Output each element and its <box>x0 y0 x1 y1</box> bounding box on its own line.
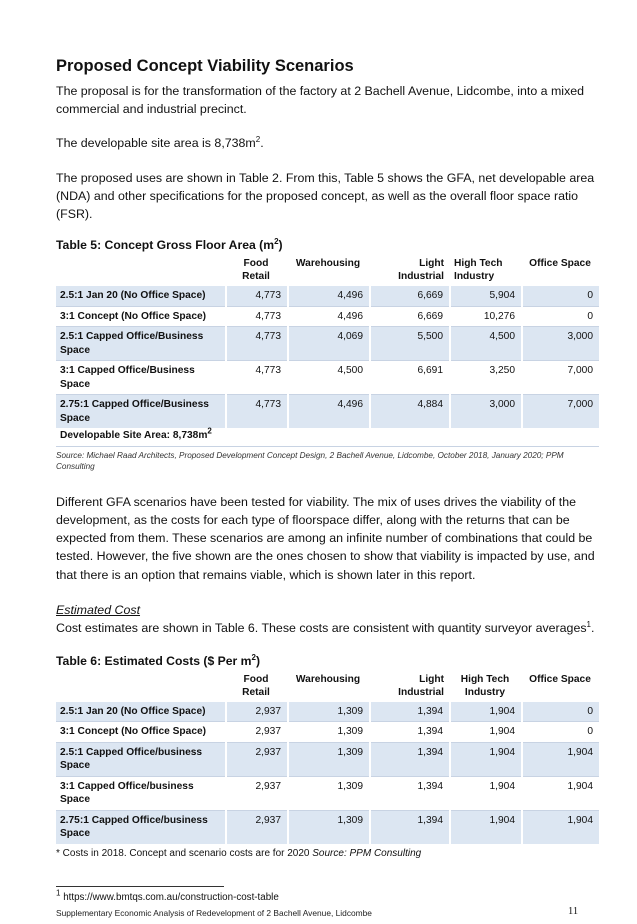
table5-footer-row <box>56 428 600 446</box>
site-area-sup: 2 <box>255 135 261 145</box>
site-area-text: The developable site area is 8,738m <box>56 136 256 151</box>
running-footer: Supplementary Economic Analysis of Redevelopment of 2 Bachell Avenue, Lidcombe <box>56 908 372 918</box>
cell-value: 1,309 <box>288 742 370 776</box>
row-label: 2.75:1 Capped Office/business Space <box>56 810 226 844</box>
estimated-cost-subheading: Estimated Cost <box>56 602 141 617</box>
table5-header-food-retail: Food Retail <box>242 258 270 283</box>
cell-value: 3,000 <box>450 395 522 429</box>
site-area-footer-text: Developable Site Area: 8,738m <box>60 430 208 442</box>
cell-value: 1,309 <box>288 776 370 810</box>
cell-value: 2,937 <box>226 810 288 844</box>
table5-caption-text: Table 5: Concept Gross Floor Area (m <box>56 238 275 253</box>
cell-value: 4,773 <box>226 327 288 361</box>
cell-value: 4,496 <box>288 306 370 327</box>
row-label: 2.5:1 Capped Office/business Space <box>56 742 226 776</box>
table5-source: Source: Michael Raad Architects, Proposed Development Concept Design, 2 Bachell Avenue, Lidcombe, October 2018, January 2020; PPM Consulting <box>56 450 564 471</box>
table6-note <box>56 847 600 860</box>
row-label: 3:1 Concept (No Office Space) <box>56 306 226 327</box>
cell-value: 4,500 <box>450 327 522 361</box>
table-row <box>56 306 600 327</box>
page-body <box>56 56 600 860</box>
cell-value: 1,904 <box>450 722 522 743</box>
cell-value: 0 <box>522 702 600 722</box>
cell-value: 4,496 <box>288 286 370 306</box>
cell-value: 4,773 <box>226 361 288 395</box>
table-row <box>56 702 600 722</box>
table-row <box>56 361 600 395</box>
cell-value: 1,309 <box>288 702 370 722</box>
row-label: 3:1 Capped Office/business Space <box>56 776 226 810</box>
table6 <box>56 672 601 844</box>
intro-paragraph: The proposal is for the transformation of the factory at 2 Bachell Avenue, Lidcombe, into a mixed commercial and industrial precinct. <box>56 84 585 117</box>
cell-value: 1,904 <box>450 810 522 844</box>
cell-value: 4,773 <box>226 306 288 327</box>
cell-value: 3,000 <box>522 327 600 361</box>
table6-header-light-industrial: Light Industrial <box>398 673 444 698</box>
table5-header-office-space: Office Space <box>529 258 591 270</box>
cell-value: 5,500 <box>370 327 450 361</box>
row-label: 3:1 Capped Office/Business Space <box>56 361 226 395</box>
table-row <box>56 810 600 844</box>
table-row <box>56 327 600 361</box>
site-area-footer <box>56 428 600 446</box>
table6-caption-sup: 2 <box>251 652 256 662</box>
table6-caption-text: Table 6: Estimated Costs ($ Per m <box>56 653 252 668</box>
table5-header-row <box>56 256 600 286</box>
cell-value: 0 <box>522 306 600 327</box>
cell-value: 1,394 <box>370 702 450 722</box>
table5-caption-sup: 2 <box>274 237 279 247</box>
row-label: 2.5:1 Capped Office/Business Space <box>56 327 226 361</box>
cell-value: 1,904 <box>522 776 600 810</box>
footnote-link[interactable]: https://www.bmtqs.com.au/construction-cost-table <box>63 892 279 903</box>
cell-value: 2,937 <box>226 742 288 776</box>
table5-header-blank <box>56 256 226 286</box>
table-row <box>56 286 600 306</box>
cell-value: 2,937 <box>226 722 288 743</box>
table6-note-source: Source: PPM Consulting <box>312 847 422 859</box>
cell-value: 0 <box>522 722 600 743</box>
cell-value: 1,904 <box>450 742 522 776</box>
cell-value: 1,904 <box>522 810 600 844</box>
page-title: Proposed Concept Viability Scenarios <box>56 57 354 75</box>
cell-value: 1,394 <box>370 776 450 810</box>
cell-value: 6,669 <box>370 286 450 306</box>
cell-value: 1,394 <box>370 810 450 844</box>
cell-value: 10,276 <box>450 306 522 327</box>
gfa-paragraph: Different GFA scenarios have been tested for viability. The mix of uses drives the viability of the development, as the costs for each type of floorspace differ, along with the returns that can be expected from them. These scenarios are among an infinite number of combinations that could be tested. However, the five shown are the ones chosen to show that viability is impacted by use, and that there is an option that remains viable, which is shown later in this report. <box>56 494 595 582</box>
cell-value: 1,904 <box>450 702 522 722</box>
footnote-divider <box>56 886 224 887</box>
table-row <box>56 722 600 743</box>
table6-header-food-retail: Food Retail <box>242 673 270 698</box>
cell-value: 2,937 <box>226 776 288 810</box>
footnote <box>56 888 279 904</box>
cell-value: 1,309 <box>288 810 370 844</box>
footnote-ref: 1 <box>586 619 591 629</box>
cell-value: 1,394 <box>370 742 450 776</box>
table6-caption-end: ) <box>255 653 261 668</box>
table6-header-blank <box>56 672 226 702</box>
table6-caption <box>56 653 600 669</box>
row-label: 3:1 Concept (No Office Space) <box>56 722 226 743</box>
uses-paragraph: The proposed uses are shown in Table 2. From this, Table 5 shows the GFA, net developable area (NDA) and other specifications for the proposed concept, as well as the overall floor space ratio (FSR). <box>56 170 595 222</box>
cell-value: 7,000 <box>522 395 600 429</box>
cell-value: 1,904 <box>522 742 600 776</box>
cell-value: 6,669 <box>370 306 450 327</box>
cell-value: 4,884 <box>370 395 450 429</box>
row-label: 2.75:1 Capped Office/Business Space <box>56 395 226 429</box>
cost-text: Cost estimates are shown in Table 6. These costs are consistent with quantity surveyor averages <box>56 620 587 635</box>
table6-header-row <box>56 672 600 702</box>
table-row <box>56 742 600 776</box>
table6-header-high-tech: High Tech Industry <box>460 673 510 698</box>
cell-value: 6,691 <box>370 361 450 395</box>
cell-value: 4,069 <box>288 327 370 361</box>
table6-note-text: * Costs in 2018. Concept and scenario costs are for 2020 <box>56 847 310 859</box>
cell-value: 1,309 <box>288 722 370 743</box>
cell-value: 0 <box>522 286 600 306</box>
table-row <box>56 776 600 810</box>
table5 <box>56 256 601 447</box>
table6-header-office-space: Office Space <box>529 673 591 685</box>
cell-value: 3,250 <box>450 361 522 395</box>
cell-value: 4,500 <box>288 361 370 395</box>
cell-value: 5,904 <box>450 286 522 306</box>
cell-value: 1,394 <box>370 722 450 743</box>
table-row <box>56 395 600 429</box>
site-area-paragraph <box>56 134 600 152</box>
site-area-footer-sup: 2 <box>207 426 212 436</box>
cell-value: 2,937 <box>226 702 288 722</box>
cell-value: 4,496 <box>288 395 370 429</box>
cell-value: 4,773 <box>226 286 288 306</box>
site-area-end: . <box>260 136 264 151</box>
table5-header-high-tech: High Tech Industry <box>454 258 503 283</box>
cost-paragraph <box>56 619 600 637</box>
table5-header-warehousing: Warehousing <box>295 258 361 270</box>
table5-caption <box>56 237 600 253</box>
table5-caption-end: ) <box>278 238 283 253</box>
cell-value: 1,904 <box>450 776 522 810</box>
table5-header-light-industrial: Light Industrial <box>398 258 444 283</box>
cell-value: 4,773 <box>226 395 288 429</box>
row-label: 2.5:1 Jan 20 (No Office Space) <box>56 702 226 722</box>
page-number: 11 <box>568 906 579 917</box>
footnote-number: 1 <box>56 888 61 898</box>
table6-header-warehousing: Warehousing <box>295 673 361 685</box>
cell-value: 7,000 <box>522 361 600 395</box>
cost-end: . <box>591 620 595 635</box>
row-label: 2.5:1 Jan 20 (No Office Space) <box>56 286 226 306</box>
